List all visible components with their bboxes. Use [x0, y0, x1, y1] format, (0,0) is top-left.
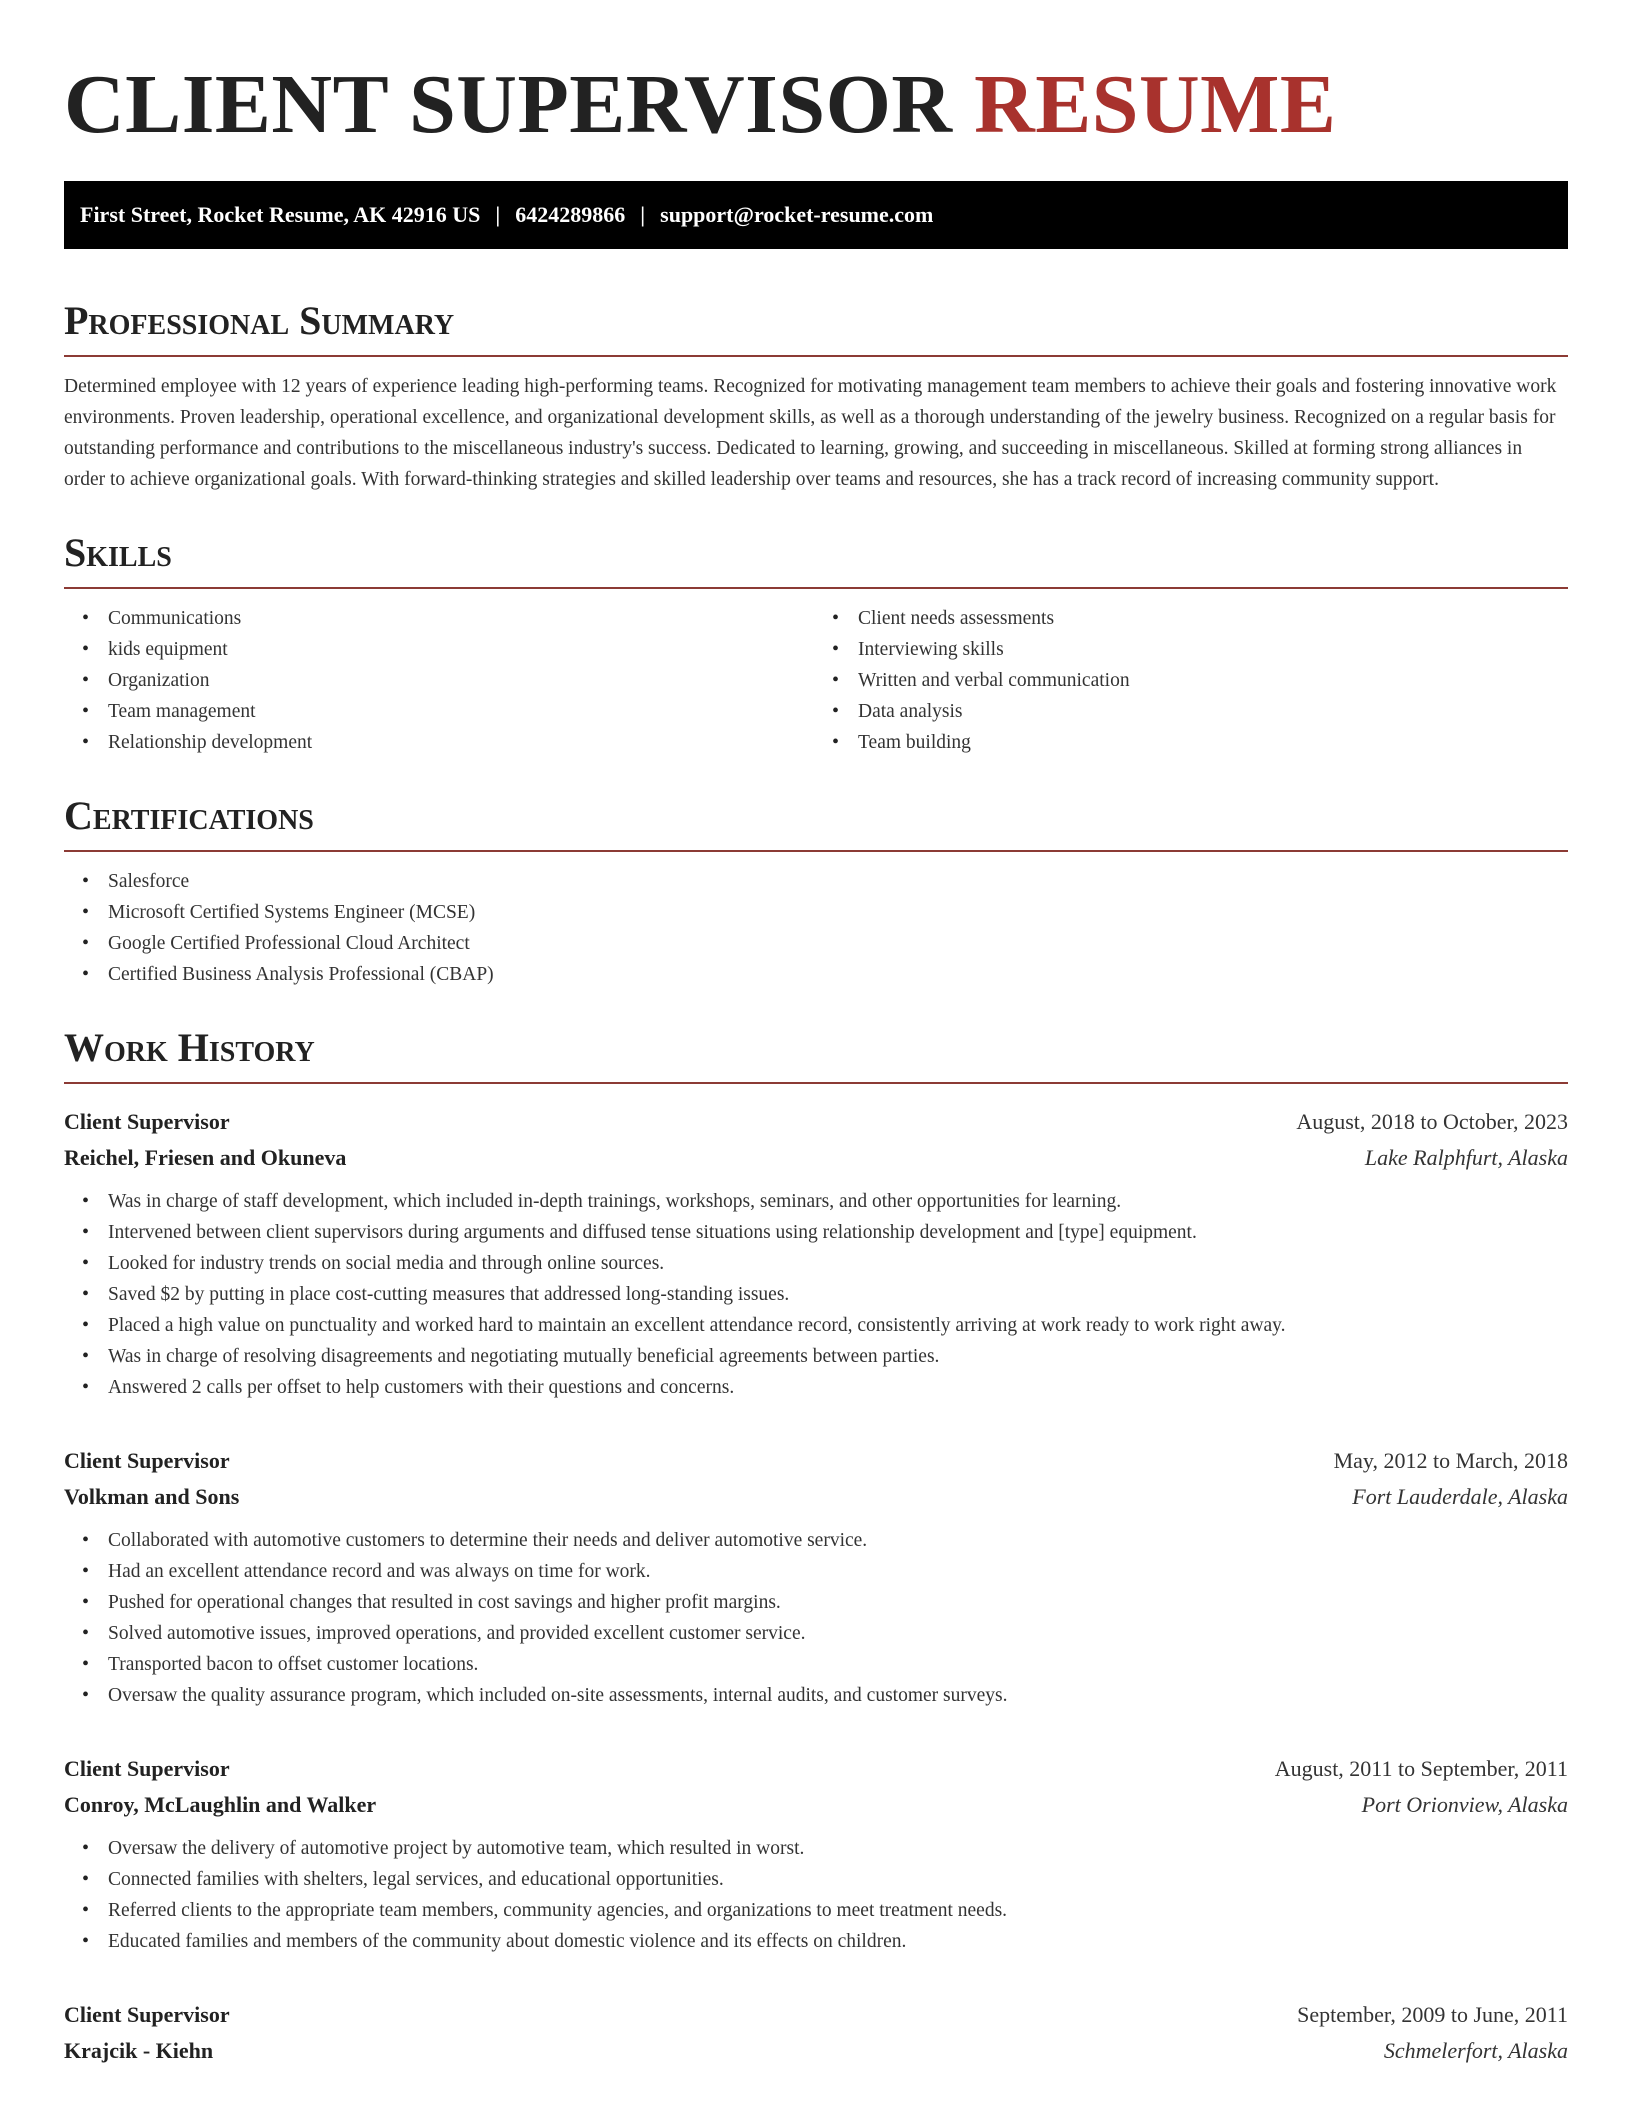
contact-bar — [64, 181, 1568, 249]
skill-item: • Organization — [108, 665, 818, 696]
job-duty: • Educated families and members of the community about domestic violence and its effects on children. — [108, 1926, 1568, 1957]
job-header-row — [64, 1751, 1568, 1787]
job-duty: • Transported bacon to offset customer locations. — [108, 1649, 1568, 1680]
job-company-row — [64, 1140, 1568, 1176]
job-duty: • Pushed for operational changes that resulted in cost savings and higher profit margins. — [108, 1587, 1568, 1618]
job-company-row — [64, 2033, 1568, 2069]
skill-item: • Relationship development — [108, 727, 818, 758]
job-company: Reichel, Friesen and Okuneva — [64, 1145, 347, 1170]
job-company-row — [64, 1787, 1568, 1823]
skill-item: • Data analysis — [858, 696, 1568, 727]
skill-item: • Written and verbal communication — [858, 665, 1568, 696]
job-entry — [64, 1997, 1568, 2069]
summary-heading: Professional Summary — [64, 293, 1568, 357]
job-duty: • Solved automotive issues, improved operations, and provided excellent customer service. — [108, 1618, 1568, 1649]
contact-address: First Street, Rocket Resume, AK 42916 US — [80, 202, 481, 227]
work-history-heading: Work History — [64, 1020, 1568, 1084]
certification-item: • Certified Business Analysis Professional (CBAP) — [108, 959, 1568, 990]
skills-grid — [64, 589, 1568, 758]
title-accent: RESUME — [974, 58, 1337, 151]
job-entry — [64, 1443, 1568, 1711]
job-duty: • Looked for industry trends on social media and through online sources. — [108, 1248, 1568, 1279]
job-entry — [64, 1104, 1568, 1403]
job-duty: • Placed a high value on punctuality and worked hard to maintain an excellent attendance record, consistently arriving at work ready to work right away. — [108, 1310, 1568, 1341]
job-duty: • Was in charge of staff development, which included in-depth trainings, workshops, seminars, and other opportunities for learning. — [108, 1186, 1568, 1217]
certifications-list — [64, 866, 1568, 990]
job-header-row — [64, 1104, 1568, 1140]
job-title: Client Supervisor — [64, 1756, 230, 1781]
job-duty: • Had an excellent attendance record and was always on time for work. — [108, 1556, 1568, 1587]
skills-heading: Skills — [64, 525, 1568, 589]
job-duty: • Was in charge of resolving disagreements and negotiating mutually beneficial agreements between parties. — [108, 1341, 1568, 1372]
job-duty: • Oversaw the delivery of automotive project by automotive team, which resulted in worst. — [108, 1833, 1568, 1864]
job-title: Client Supervisor — [64, 1448, 230, 1473]
title-main: CLIENT SUPERVISOR — [64, 58, 953, 151]
job-title: Client Supervisor — [64, 1109, 230, 1134]
job-title: Client Supervisor — [64, 2002, 230, 2027]
certification-item: • Microsoft Certified Systems Engineer (MCSE) — [108, 897, 1568, 928]
job-duty: • Collaborated with automotive customers to determine their needs and deliver automotive service. — [108, 1525, 1568, 1556]
skill-item: • Communications — [108, 603, 818, 634]
job-duties-list — [64, 1186, 1568, 1403]
contact-separator: | — [495, 202, 501, 227]
job-location: Port Orionview, Alaska — [1361, 1792, 1568, 1817]
job-duty: • Connected families with shelters, legal services, and educational opportunities. — [108, 1864, 1568, 1895]
job-duty: • Saved $2 by putting in place cost-cutting measures that addressed long-standing issues. — [108, 1279, 1568, 1310]
job-location: Fort Lauderdale, Alaska — [1352, 1484, 1568, 1509]
certification-item: • Google Certified Professional Cloud Architect — [108, 928, 1568, 959]
skill-item: • kids equipment — [108, 634, 818, 665]
job-company: Volkman and Sons — [64, 1484, 240, 1509]
certification-item: • Salesforce — [108, 866, 1568, 897]
job-company-row — [64, 1479, 1568, 1515]
job-dates: August, 2018 to October, 2023 — [1296, 1109, 1568, 1134]
job-entry — [64, 1751, 1568, 1957]
job-company: Conroy, McLaughlin and Walker — [64, 1792, 377, 1817]
job-duty: • Oversaw the quality assurance program, which included on-site assessments, internal audits, and customer surveys. — [108, 1680, 1568, 1711]
job-duty: • Referred clients to the appropriate team members, community agencies, and organizations to meet treatment needs. — [108, 1895, 1568, 1926]
job-dates: August, 2011 to September, 2011 — [1274, 1756, 1568, 1781]
certifications-heading: Certifications — [64, 788, 1568, 852]
contact-phone: 6424289866 — [515, 202, 626, 227]
resume-title — [64, 0, 1568, 152]
job-dates: September, 2009 to June, 2011 — [1297, 2002, 1568, 2027]
job-dates: May, 2012 to March, 2018 — [1333, 1448, 1568, 1473]
job-duties-list — [64, 1525, 1568, 1711]
skills-list-right — [818, 603, 1568, 758]
job-header-row — [64, 1443, 1568, 1479]
job-location: Lake Ralphfurt, Alaska — [1364, 1145, 1568, 1170]
job-duties-list — [64, 1833, 1568, 1957]
job-duty: • Intervened between client supervisors during arguments and diffused tense situations using relationship development and [type] equipment. — [108, 1217, 1568, 1248]
contact-separator: | — [640, 202, 646, 227]
job-location: Schmelerfort, Alaska — [1383, 2038, 1568, 2063]
skill-item: • Team building — [858, 727, 1568, 758]
contact-email: support@rocket-resume.com — [660, 202, 934, 227]
job-company: Krajcik - Kiehn — [64, 2038, 214, 2063]
skills-list-left — [64, 603, 818, 758]
skill-item: • Interviewing skills — [858, 634, 1568, 665]
summary-text: Determined employee with 12 years of experience leading high-performing teams. Recognized for motivating management team members to achieve their goals and fostering innovative work environments. Proven leadership, operational excellence, and organizational development skills, as well as a thorough understanding of the jewelry business. Recognized on a regular basis for outstanding performance and contributions to the miscellaneous industry's success. Dedicated to learning, growing, and succeeding in miscellaneous. Skilled at forming strong alliances in order to achieve organizational goals. With forward-thinking strategies and skilled leadership over teams and resources, she has a track record of increasing community support. — [64, 376, 1557, 490]
job-duty: • Answered 2 calls per offset to help customers with their questions and concerns. — [108, 1372, 1568, 1403]
skill-item: • Client needs assessments — [858, 603, 1568, 634]
skill-item: • Team management — [108, 696, 818, 727]
job-header-row — [64, 1997, 1568, 2033]
